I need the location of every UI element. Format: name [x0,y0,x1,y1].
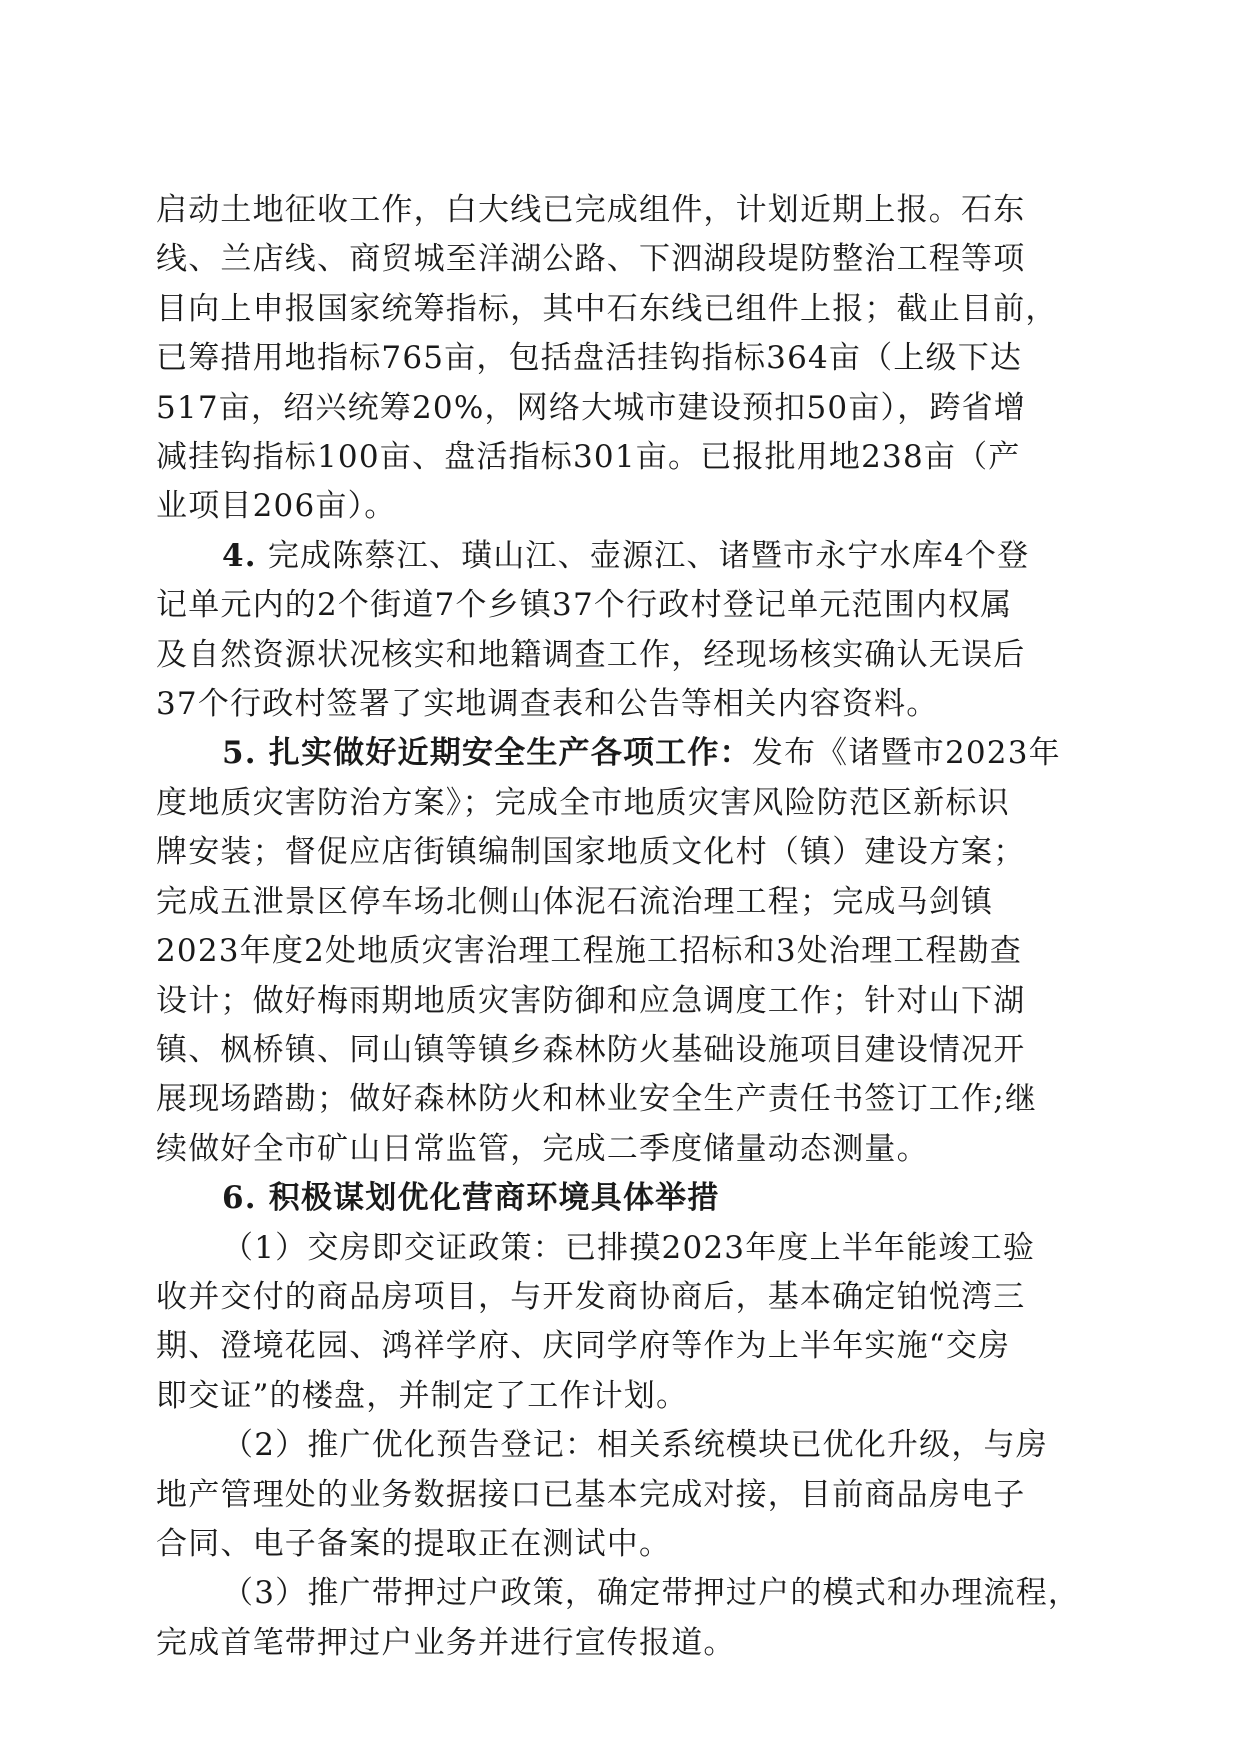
section-heading: 5. 扎实做好近期安全生产各项工作： [222,735,752,772]
text-line: （3）推广带押过户政策，确定带押过户的模式和办理流程， [222,1575,1081,1612]
text-line: 记单元内的2个街道7个乡镇37个行政村登记单元范围内权属 [156,587,1013,624]
paragraph-item-6-heading [156,1174,1084,1223]
paragraph-item-4 [156,532,1084,730]
paragraph-subitem-1 [156,1224,1084,1422]
text-line: 镇、枫桥镇、同山镇等镇乡森林防火基础设施项目建设情况开 [156,1031,1026,1068]
text-fragment: 发布《诸暨市2023年 [751,735,1061,772]
document-page [156,186,1084,1668]
text-line: 即交证”的楼盘，并制定了工作计划。 [156,1377,689,1414]
text-line: 线、兰店线、商贸城至洋湖公路、下泗湖段堤防整治工程等项 [156,241,1026,278]
text-line: 设计；做好梅雨期地质灾害防御和应急调度工作；针对山下湖 [156,982,1026,1019]
text-line: 期、澄境花园、鸿祥学府、庆同学府等作为上半年实施“交房 [156,1328,1011,1365]
item-number: 4. [222,537,257,574]
text-line: 收并交付的商品房项目，与开发商协商后，基本确定铂悦湾三 [156,1278,1026,1315]
text-line: 业项目206亩）。 [156,488,397,525]
paragraph-subitem-2 [156,1421,1084,1569]
text-line: 地产管理处的业务数据接口已基本完成对接，目前商品房电子 [156,1476,1026,1513]
text-line: （1）交房即交证政策：已排摸2023年度上半年能竣工验 [222,1229,1036,1266]
text-line [156,729,1084,778]
text-line: 目向上申报国家统筹指标，其中石东线已组件上报；截止目前， [156,290,1058,327]
text-line: 牌安装；督促应店街镇编制国家地质文化村（镇）建设方案； [156,834,1026,871]
text-line: 续做好全市矿山日常监管，完成二季度储量动态测量。 [156,1130,929,1167]
text-line [156,532,1084,581]
paragraph-subitem-3 [156,1569,1084,1668]
section-heading: 6. 积极谋划优化营商环境具体举措 [222,1180,720,1217]
text-line: 517亩，绍兴统筹20%，网络大城市建设预扣50亩），跨省增 [156,389,1027,426]
text-line: 及自然资源状况核实和地籍调查工作，经现场核实确认无误后 [156,636,1026,673]
text-line: 37个行政村签署了实地调查表和公告等相关内容资料。 [156,686,939,723]
text-line: 度地质灾害防治方案》；完成全市地质灾害风险防范区新标识 [156,784,1010,821]
text-line: 2023年度2处地质灾害治理工程施工招标和3处治理工程勘查 [156,933,1023,970]
text-line: 展现场踏勘；做好森林防火和林业安全生产责任书签订工作;继 [156,1081,1038,1118]
text-line: 启动土地征收工作，白大线已完成组件，计划近期上报。石东 [156,192,1026,228]
text-line: （2）推广优化预告登记：相关系统模块已优化升级，与房 [222,1427,1048,1464]
paragraph-item-5 [156,729,1084,1174]
paragraph-land-indicators [156,186,1084,532]
text-line: 已筹措用地指标765亩，包括盘活挂钩指标364亩（上级下达 [156,340,1023,377]
text-line: 减挂钩指标100亩、盘活指标301亩。已报批用地238亩（产 [156,439,1021,476]
text-fragment: 完成陈蔡江、璜山江、壶源江、诸暨市永宁水库4个登 [256,537,1030,574]
text-line: 合同、电子备案的提取正在测试中。 [156,1525,672,1562]
text-line: 完成五泄景区停车场北侧山体泥石流治理工程；完成马剑镇 [156,883,994,920]
text-line: 完成首笔带押过户业务并进行宣传报道。 [156,1624,736,1661]
